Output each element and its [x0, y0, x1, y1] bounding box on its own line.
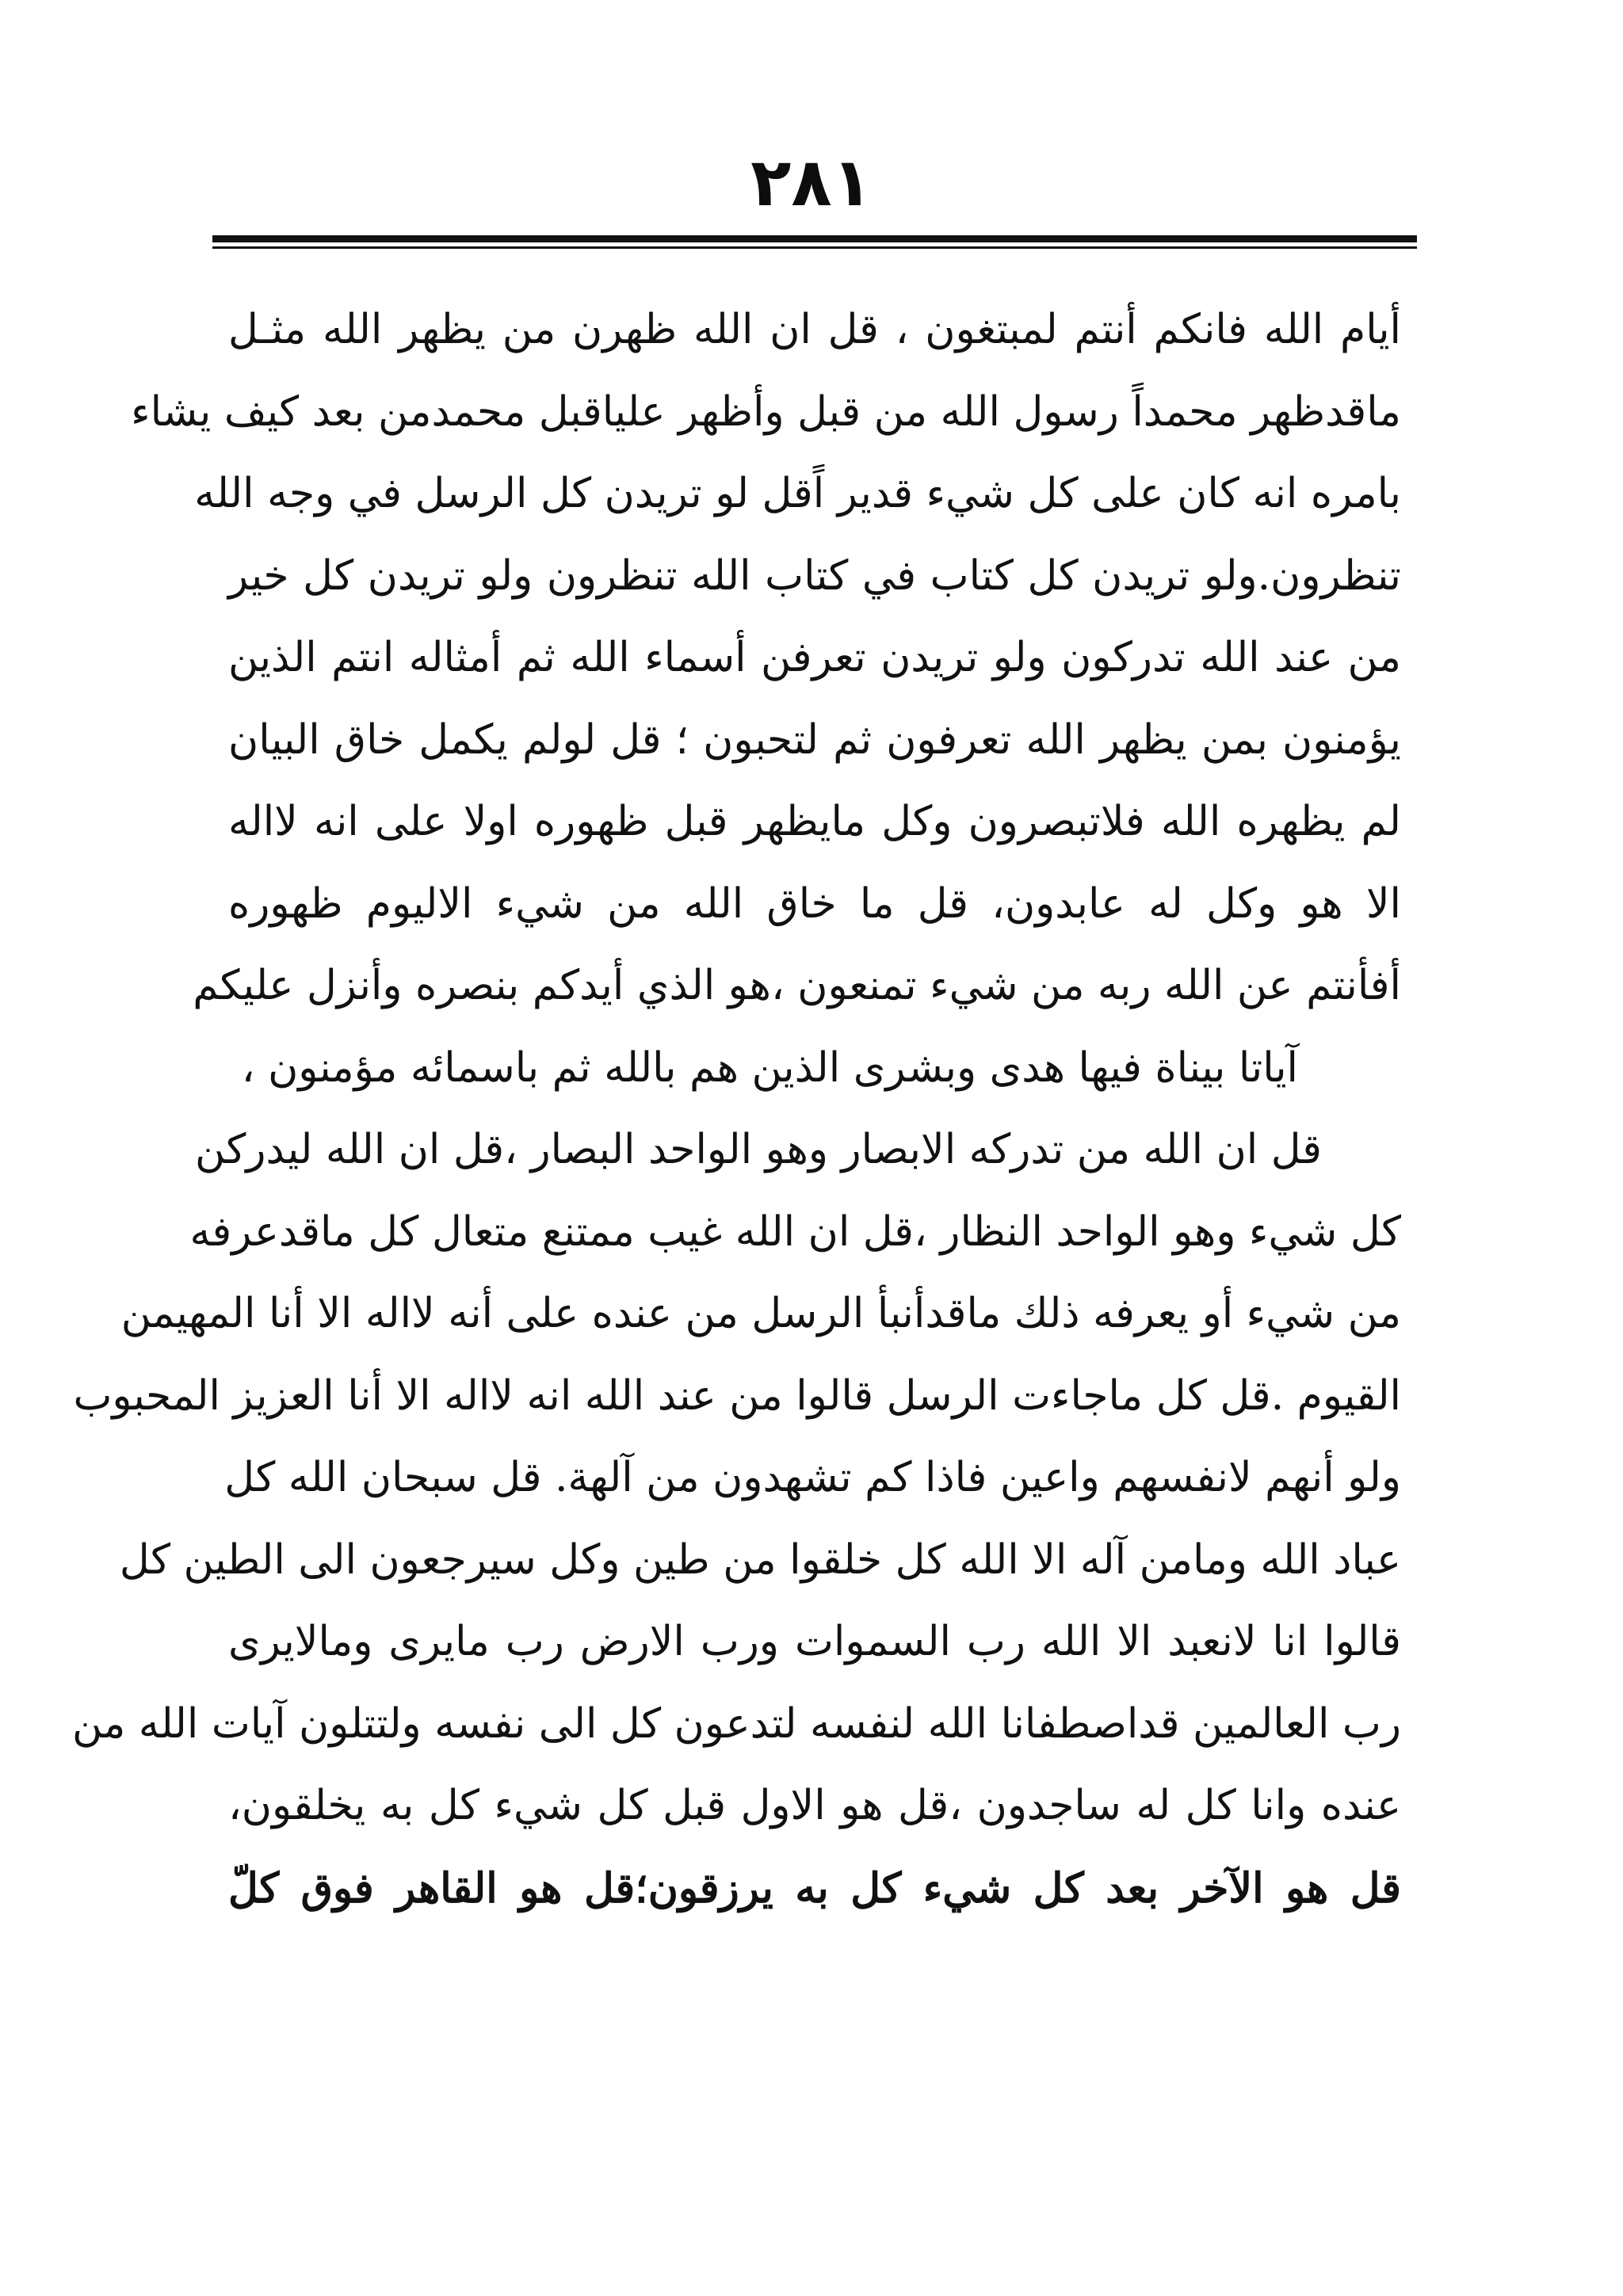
page-number: ٢٨١ — [750, 143, 873, 221]
text-line: القيوم .قل كل ماجاءت الرسل قالوا من عند الله انه لااله الا أنا العزيز المحبوب — [73, 1371, 1401, 1420]
text-line: لم يظهره الله فلاتبصرون وكل مايظهر قبل ظهوره اولا على انه لااله — [228, 798, 1401, 845]
text-line: ولو أنهم لانفسهم واعين فاذا كم تشهدون من آلهة. قل سبحان الله كل — [224, 1454, 1401, 1501]
text-line: من شيء أو يعرفه ذلك ماقدأنبأ الرسل من عنده على أنه لااله الا أنا المهيمن — [120, 1290, 1401, 1337]
text-line: تنظرون.ولو تريدن كل كتاب في كتاب الله تنظرون ولو تريدن كل خير — [228, 551, 1401, 600]
text-line: عنده وانا كل له ساجدون ،قل هو الاول قبل كل شيء كل به يخلقون، — [228, 1782, 1401, 1829]
text-line: ماقدظهر محمداً رسول الله من قبل وأظهر علياقبل محمدمن بعد كيف يشاء — [131, 387, 1401, 436]
text-line: الا هو وكل له عابدون، قل ما خاق الله من شيء الاليوم ظهوره — [228, 879, 1401, 928]
text-line: بامره انه كان على كل شيء قدير اًقل لو تريدن كل الرسل في وجه الله — [194, 470, 1401, 517]
body-text — [71, 289, 1401, 1929]
header-rule-thin — [212, 246, 1417, 249]
text-line: عباد الله ومامن آله الا الله كل خلقوا من طين وكل سيرجعون الى الطين كل — [119, 1535, 1401, 1584]
text-line: أفأنتم عن الله ربه من شيء تمنعون ،هو الذي أيدكم بنصره وأنزل عليكم — [193, 962, 1401, 1009]
text-line-bold: قل هو الآخر بعد كل شيء كل به يرزقون؛قل هو القاهر فوق كلّ — [228, 1863, 1401, 1913]
text-line-paragraph-start: قل ان الله من تدركه الابصار وهو الواحد البصار ،قل ان الله ليدركن — [195, 1126, 1322, 1173]
text-line: كل شيء وهو الواحد النظار ،قل ان الله غيب ممتنع متعال كل ماقدعرفه — [189, 1207, 1401, 1256]
text-line: أيام الله فانكم أنتم لمبتغون ، قل ان الله ظهرن من يظهر الله مثـل — [228, 306, 1401, 353]
text-line: رب العالمين قداصطفانا الله لنفسه لتدعون كل الى نفسه ولتتلون آيات الله من — [71, 1699, 1401, 1748]
text-line: قالوا انا لانعبد الا الله رب السموات ورب الارض رب مايرى ومالايرى — [228, 1618, 1401, 1665]
header-rule-thick — [212, 235, 1417, 242]
text-line: يؤمنون بمن يظهر الله تعرفون ثم لتحبون ؛ قل لولم يكمل خاق البيان — [228, 715, 1401, 764]
text-line: من عند الله تدركون ولو تريدن تعرفن أسماء الله ثم أمثاله انتم الذين — [228, 634, 1401, 681]
text-line-paragraph-end: آياتا بيناة فيها هدى وبشرى الذين هم بالله ثم باسمائه مؤمنون ، — [241, 1043, 1298, 1092]
